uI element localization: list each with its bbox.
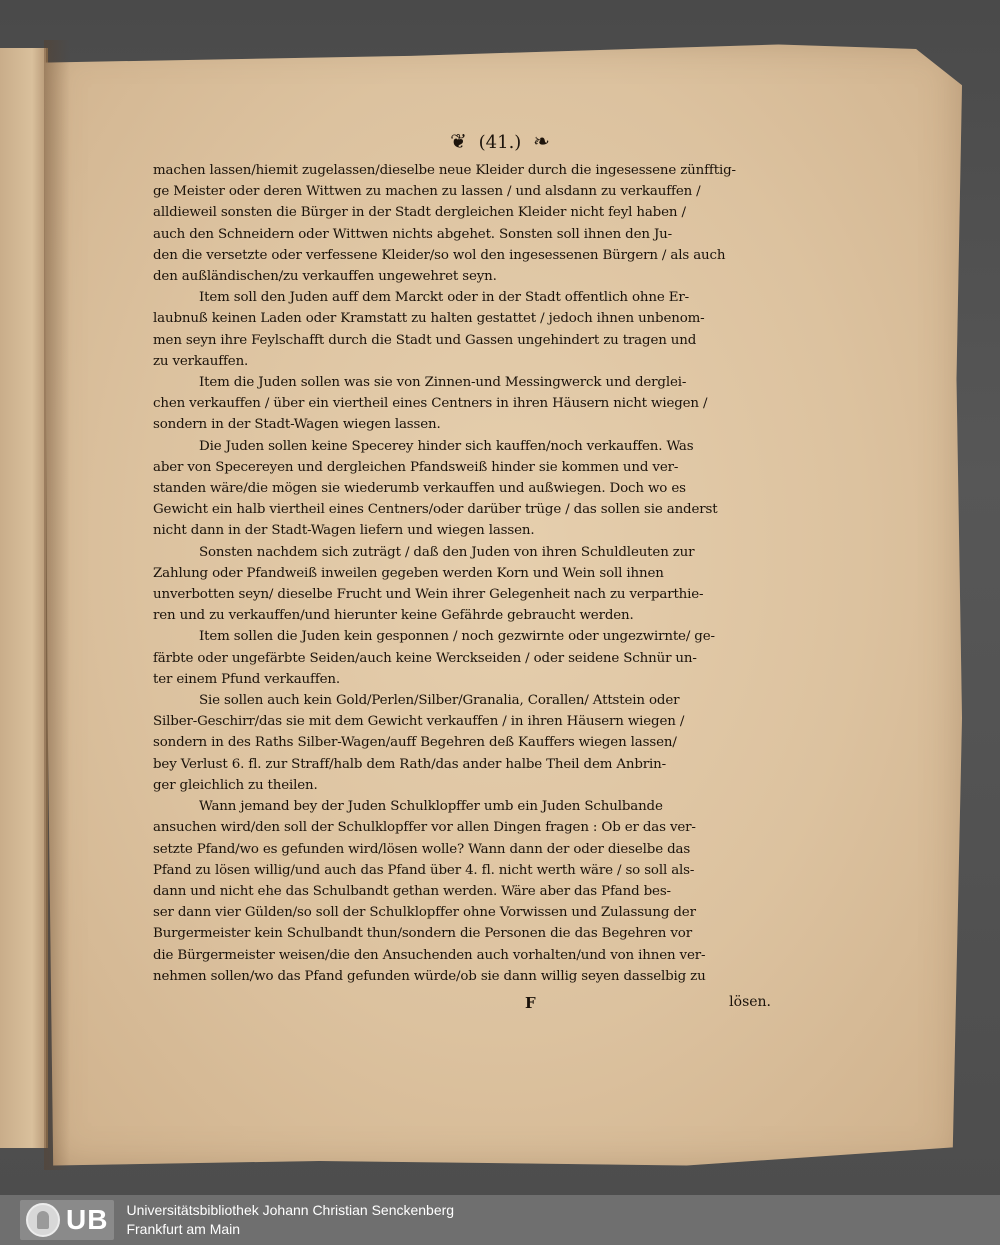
signature-mark: F [525,994,536,1012]
text-line: ansuchen wird/den soll der Schulklopffer vor allen Dingen fragen : Ob er das ver- [153,820,696,836]
spine-shadow [44,40,70,1170]
text-line: Silber-Geschirr/das sie mit dem Gewicht verkauffen / in ihren Häusern wiegen / [153,714,685,730]
text-line: setzte Pfand/wo es gefunden wird/lösen wolle? Wann dann der oder dieselbe das [153,841,691,857]
text-line: Sonsten nachdem sich zuträgt / daß den Juden von ihren Schuldleuten zur [199,544,695,560]
text-line: Item sollen die Juden kein gesponnen / noch gezwirnte oder ungezwirnte/ ge- [199,629,715,645]
text-line: unverbotten seyn/ dieselbe Frucht und Wein ihrer Gelegenheit nach zu verparthie- [153,587,704,603]
text-line: ren und zu verkauffen/und hierunter keine Gefährde gebraucht werden. [153,608,634,624]
text-line: die Bürgermeister weisen/die den Ansuchenden auch vorhalten/und von ihnen ver- [153,947,706,963]
page-header [0,129,1000,153]
facing-page-edge [0,48,48,1148]
catchword: lösen. [729,994,771,1010]
institution-line-2: Frankfurt am Main [126,1221,241,1237]
text-line: ser dann vier Gülden/so soll der Schulklopffer ohne Vorwissen und Zulassung der [153,905,696,921]
logo-text: UB [66,1204,109,1235]
text-line: ge Meister oder deren Wittwen zu machen zu lassen / und alsdann zu verkauffen / [153,184,701,200]
seal-icon [26,1203,60,1237]
text-line: Gewicht ein halb viertheil eines Centners/oder darüber trüge / das sollen sie anderst [153,502,718,518]
text-line: Item die Juden sollen was sie von Zinnen-und Messingwerck und derglei- [199,375,687,391]
institution-name [126,1201,454,1239]
text-line: nehmen sollen/wo das Pfand gefunden würde/ob sie dann willig seyen dasselbig zu [153,968,706,984]
left-ornament-icon: ❦ [450,129,467,153]
text-line: den außländischen/zu verkauffen ungewehret seyn. [153,269,497,285]
text-line: Burgermeister kein Schulbandt thun/sondern die Personen die das Begehren vor [153,926,692,942]
text-line: sondern in des Raths Silber-Wagen/auff Begehren deß Kauffers wiegen lassen/ [153,735,677,751]
text-line: auch den Schneidern oder Wittwen nichts abgehet. Sonsten soll ihnen den Ju- [153,226,673,242]
library-logo[interactable] [20,1200,114,1240]
text-line: standen wäre/die mögen sie wiederumb verkauffen und außwiegen. Doch wo es [153,481,686,497]
text-line: Zahlung oder Pfandweiß inweilen gegeben werden Korn und Wein soll ihnen [153,565,664,581]
text-line: ger gleichlich zu theilen. [153,777,318,793]
text-line: alldieweil sonsten die Bürger in der Stadt dergleichen Kleider nicht feyl haben / [153,205,686,221]
text-line: dann und nicht ehe das Schulbandt gethan werden. Wäre aber das Pfand bes- [153,883,671,899]
text-line: Die Juden sollen keine Specerey hinder sich kauffen/noch verkauffen. Was [199,438,694,454]
text-line: sondern in der Stadt-Wagen wiegen lassen. [153,417,441,433]
text-line: Wann jemand bey der Juden Schulklopffer umb ein Juden Schulbande [199,799,663,815]
text-line: färbte oder ungefärbte Seiden/auch keine Werckseiden / oder seidene Schnür un- [153,650,697,666]
text-line: den die versetzte oder verfessene Kleider/so wol den ingesessenen Bürgern / als auch [153,247,726,263]
text-line: Item soll den Juden auff dem Marckt oder in der Stadt offentlich ohne Er- [199,290,689,306]
text-line: nicht dann in der Stadt-Wagen liefern und wiegen lassen. [153,523,535,539]
text-line: Sie sollen auch kein Gold/Perlen/Silber/Granalia, Corallen/ Attstein oder [199,693,680,709]
right-ornament-icon: ❧ [533,129,550,153]
text-line: laubnuß keinen Laden oder Kramstatt zu halten gestattet / jedoch ihnen unbenom- [153,311,705,327]
text-line: chen verkauffen / über ein viertheil eines Centners in ihren Häusern nicht wiegen / [153,396,708,412]
text-line: aber von Specereyen und dergleichen Pfandsweiß hinder sie kommen und ver- [153,459,679,475]
page-footer [153,994,771,1016]
text-line: Pfand zu lösen willig/und auch das Pfand über 4. fl. nicht werth wäre / so soll als- [153,862,695,878]
text-line: ter einem Pfund verkauffen. [153,671,340,687]
text-line: men seyn ihre Feylschafft durch die Stadt und Gassen ungehindert zu tragen und [153,332,697,348]
text-line: zu verkauffen. [153,353,249,369]
library-footer-bar [0,1195,1000,1245]
page-number: (41.) [478,132,522,153]
text-line: bey Verlust 6. fl. zur Straff/halb dem Rath/das ander halbe Theil dem Anbrin- [153,756,667,772]
institution-line-1: Universitätsbibliothek Johann Christian Senckenberg [126,1202,455,1218]
text-line: machen lassen/hiemit zugelassen/dieselbe neue Kleider durch die ingesessene zünfftig- [153,163,736,178]
body-text [153,160,771,987]
